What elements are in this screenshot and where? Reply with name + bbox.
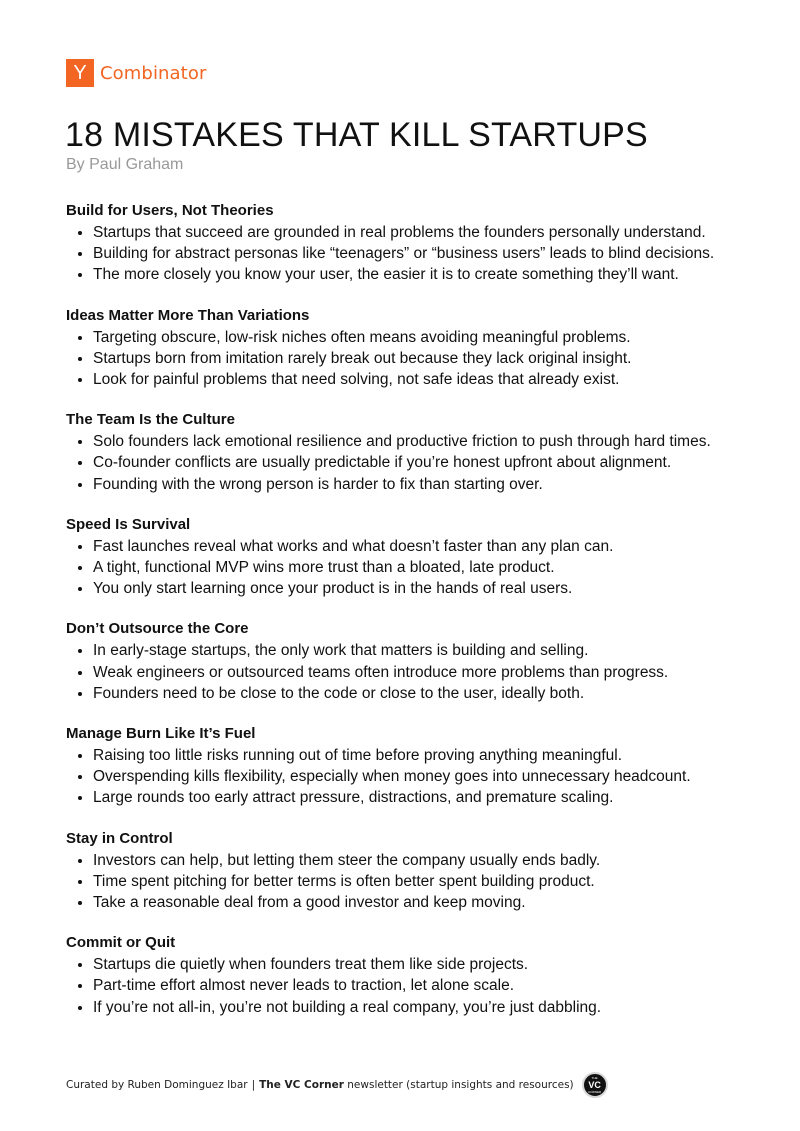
bullet-item: • Part-time effort almost never leads to traction, let alone scale.	[93, 975, 766, 996]
bullet-list	[66, 640, 766, 704]
bullet-list	[66, 431, 766, 495]
bullet-item: • Startups born from imitation rarely break out because they lack original insight.	[93, 348, 766, 369]
footer-newsletter-name[interactable]: The VC Corner	[259, 1079, 344, 1091]
footer	[66, 1072, 608, 1098]
section	[66, 829, 766, 914]
section-heading: Build for Users, Not Theories	[66, 202, 274, 219]
bullet-item: • Investors can help, but letting them steer the company usually ends badly.	[93, 850, 766, 871]
yc-logo-mark: Y	[66, 59, 94, 87]
bullet-item: • Large rounds too early attract pressure, distractions, and premature scaling.	[93, 787, 766, 808]
section-heading: Speed Is Survival	[66, 515, 191, 533]
bullet-item: • Solo founders lack emotional resilience and productive friction to push through hard times.	[93, 431, 766, 452]
badge-bottom-text: CORNER	[588, 1090, 602, 1094]
bullet-list	[66, 745, 766, 809]
byline: By Paul Graham	[66, 156, 184, 173]
bullet-item: • Startups die quietly when founders treat them like side projects.	[93, 954, 766, 975]
bullet-item: • Founding with the wrong person is harder to fix than starting over.	[93, 474, 766, 495]
section	[66, 619, 766, 704]
section-heading: Don’t Outsource the Core	[66, 620, 249, 638]
bullet-item: • Look for painful problems that need solving, not safe ideas that already exist.	[93, 369, 766, 390]
badge-main-text: VC	[588, 1080, 601, 1090]
bullet-item: • Take a reasonable deal from a good investor and keep moving.	[93, 892, 766, 913]
section	[66, 410, 766, 495]
bullet-list	[66, 536, 766, 600]
bullet-item: • Time spent pitching for better terms is often better spent building product.	[93, 871, 766, 892]
footer-curated: Curated by Ruben Dominguez Ibar	[66, 1079, 248, 1091]
vc-corner-badge-icon	[582, 1072, 608, 1098]
badge-top-text: THE	[591, 1076, 598, 1080]
section	[66, 306, 766, 391]
section	[66, 724, 766, 809]
sections-list	[66, 201, 766, 1038]
bullet-list	[66, 954, 766, 1018]
section-heading: The Team Is the Culture	[66, 411, 235, 429]
bullet-item: • In early-stage startups, the only work that matters is building and selling.	[93, 640, 766, 661]
bullet-item: • Building for abstract personas like “teenagers” or “business users” leads to blind decisions.	[93, 243, 766, 264]
page-title: 18 MISTAKES THAT KILL STARTUPS	[65, 116, 648, 154]
section-heading: Ideas Matter More Than Variations	[66, 306, 310, 324]
bullet-item: • The more closely you know your user, the easier it is to create something they’ll want.	[93, 264, 766, 285]
section	[66, 201, 766, 286]
yc-logo	[66, 59, 206, 87]
bullet-item: • You only start learning once your product is in the hands of real users.	[93, 578, 766, 599]
bullet-item: • Targeting obscure, low-risk niches often means avoiding meaningful problems.	[93, 327, 766, 348]
footer-newsletter-desc: newsletter (startup insights and resources)	[347, 1079, 574, 1091]
bullet-list	[66, 850, 766, 914]
bullet-item: • Startups that succeed are grounded in real problems the founders personally understand.	[93, 222, 766, 243]
bullet-item: • Overspending kills flexibility, especially when money goes into unnecessary headcount.	[93, 766, 766, 787]
section-heading: Stay in Control	[66, 829, 173, 847]
bullet-item: • Co-founder conflicts are usually predictable if you’re honest upfront about alignment.	[93, 452, 766, 473]
bullet-item: • If you’re not all-in, you’re not building a real company, you’re just dabbling.	[93, 997, 766, 1018]
bullet-item: • Weak engineers or outsourced teams often introduce more problems than progress.	[93, 662, 766, 683]
section-heading: Commit or Quit	[66, 934, 176, 952]
bullet-list	[66, 327, 766, 391]
bullet-list	[66, 222, 766, 286]
section-heading: Manage Burn Like It’s Fuel	[66, 725, 256, 743]
footer-separator: |	[251, 1079, 256, 1091]
yc-logo-wordmark: Combinator	[100, 62, 207, 84]
bullet-item: • Fast launches reveal what works and what doesn’t faster than any plan can.	[93, 536, 766, 557]
section	[66, 515, 766, 600]
bullet-item: • Raising too little risks running out of time before proving anything meaningful.	[93, 745, 766, 766]
bullet-item: • Founders need to be close to the code or close to the user, ideally both.	[93, 683, 766, 704]
section	[66, 933, 766, 1018]
bullet-item: • A tight, functional MVP wins more trust than a bloated, late product.	[93, 557, 766, 578]
